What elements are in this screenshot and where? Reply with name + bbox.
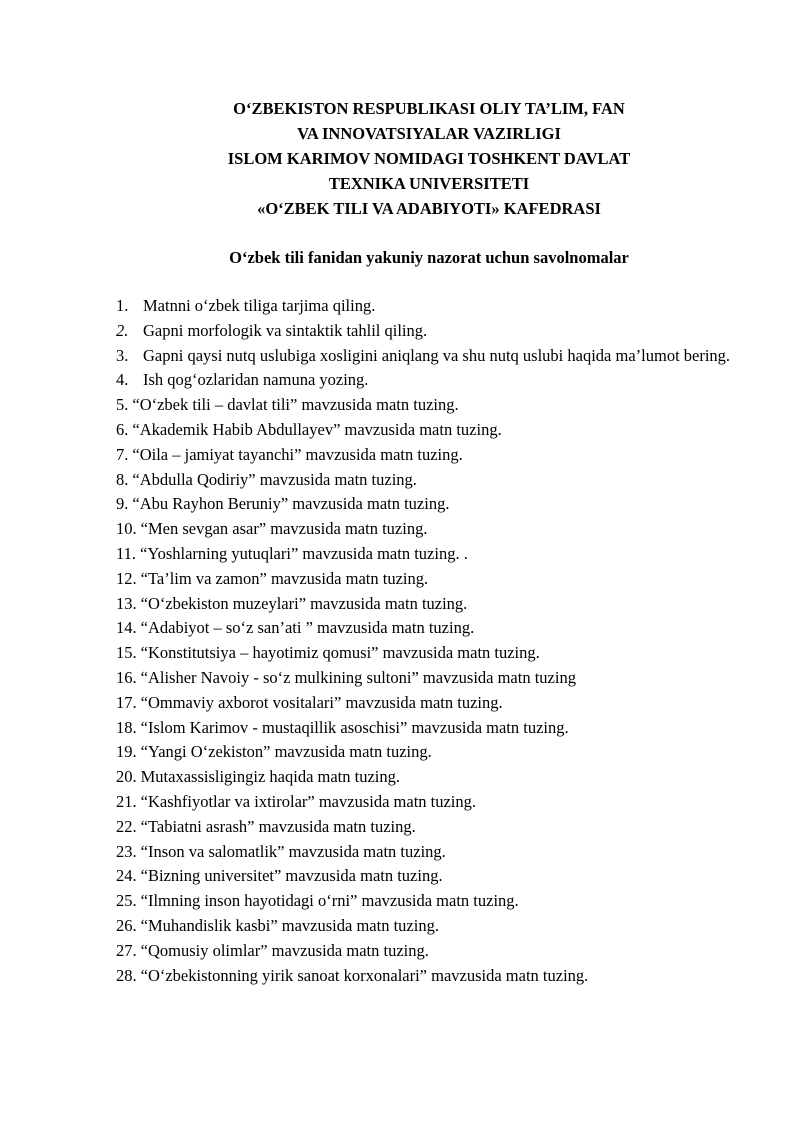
item-number: 24.	[116, 866, 137, 886]
item-number: 18.	[116, 717, 137, 737]
item-text: Gapni morfologik va sintaktik tahlil qiling.	[143, 320, 428, 340]
item-number: 17.	[116, 692, 137, 712]
item-number: 14.	[116, 618, 137, 638]
item-text: “Abu Rayhon Beruniy” mavzusida matn tuzing.	[132, 494, 450, 514]
item-text: “O‘zbek tili – davlat tili” mavzusida matn tuzing.	[132, 395, 459, 415]
item-number: 3.	[116, 345, 129, 365]
header-line: TEXNIKA UNIVERSITETI	[328, 174, 530, 193]
item-text: “Ommaviy axborot vositalari” mavzusida matn tuzing.	[140, 692, 503, 712]
header-line: «O‘ZBEK TILI VA ADABIYOTI» KAFEDRASI	[257, 199, 601, 218]
item-text: “Konstitutsiya – hayotimiz qomusi” mavzusida matn tuzing.	[140, 643, 540, 663]
list-item	[116, 716, 744, 741]
list-item	[116, 616, 744, 641]
item-text: Matnni o‘zbek tiliga tarjima qiling.	[143, 296, 376, 315]
item-number: 4.	[116, 370, 129, 390]
item-number: 27.	[116, 940, 137, 960]
item-number: 23.	[116, 841, 137, 861]
item-text: “Islom Karimov - mustaqillik asoschisi” mavzusida matn tuzing.	[140, 717, 569, 737]
item-number: 25.	[116, 891, 137, 911]
item-text: “Adabiyot – so‘z san’ati ” mavzusida matn tuzing.	[140, 618, 475, 638]
item-text: “Alisher Navoiy - so‘z mulkining sultoni” mavzusida matn tuzing	[140, 667, 576, 687]
list-item	[116, 368, 744, 393]
list-item	[116, 964, 744, 989]
list-item	[116, 542, 744, 567]
list-item	[116, 889, 744, 914]
header-line: ISLOM KARIMOV NOMIDAGI TOSHKENT DAVLAT	[227, 149, 631, 168]
list-item	[116, 840, 744, 865]
item-number: 13.	[116, 593, 137, 613]
item-text: “Inson va salomatlik” mavzusida matn tuzing.	[140, 841, 446, 861]
list-item	[116, 468, 744, 493]
item-text: “Bizning universitet” mavzusida matn tuzing.	[140, 866, 443, 886]
item-number: 11.	[116, 543, 137, 563]
list-item	[116, 517, 744, 542]
list-item	[116, 666, 744, 691]
item-number: 28.	[116, 965, 137, 985]
list-item	[116, 641, 744, 666]
item-number: 5.	[116, 395, 129, 415]
item-number: 21.	[116, 791, 137, 811]
question-list	[116, 294, 744, 988]
list-item	[116, 294, 744, 319]
item-text: “Muhandislik kasbi” mavzusida matn tuzing.	[140, 915, 439, 935]
item-number: 20.	[116, 767, 137, 787]
list-item	[116, 393, 744, 418]
item-text: “Kashfiyotlar va ixtirolar” mavzusida matn tuzing.	[140, 791, 477, 811]
list-item	[116, 939, 744, 964]
list-item	[116, 914, 744, 939]
header-line: VA INNOVATSIYALAR VAZIRLIGI	[297, 124, 561, 143]
item-text: “Akademik Habib Abdullayev” mavzusida matn tuzing.	[132, 419, 502, 439]
item-text: “O‘zbekistonning yirik sanoat korxonalari” mavzusida matn tuzing.	[140, 965, 589, 985]
item-number: 26.	[116, 915, 137, 935]
item-number: 22.	[116, 816, 137, 836]
document-subtitle: O‘zbek tili fanidan yakuniy nazorat uchun savolnomalar	[229, 248, 629, 267]
item-number: 8.	[116, 469, 129, 489]
item-text: “Yangi O‘zekiston” mavzusida matn tuzing.	[140, 742, 432, 762]
item-text: Gapni qaysi nutq uslubiga xosligini aniqlang va shu nutq uslubi haqida ma’lumot bering.	[143, 345, 731, 365]
list-item	[116, 691, 744, 716]
header-line: O‘ZBEKISTON RESPUBLIKASI OLIY TA’LIM, FAN	[233, 99, 625, 118]
document-header	[0, 96, 800, 221]
list-item	[116, 592, 744, 617]
item-number: 6.	[116, 419, 129, 439]
list-item	[116, 319, 744, 344]
item-number: 10.	[116, 519, 137, 539]
item-text: “Abdulla Qodiriy” mavzusida matn tuzing.	[132, 469, 417, 489]
item-number: 15.	[116, 643, 137, 663]
list-item	[116, 765, 744, 790]
item-number: 1.	[116, 296, 129, 315]
item-text: “Tabiatni asrash” mavzusida matn tuzing.	[140, 816, 416, 836]
item-text: “Men sevgan asar” mavzusida matn tuzing.	[140, 519, 428, 539]
item-text: “Yoshlarning yutuqlari” mavzusida matn tuzing. .	[140, 543, 468, 563]
item-number: 12.	[116, 568, 137, 588]
list-item	[116, 740, 744, 765]
list-item	[116, 790, 744, 815]
item-number: 2.	[116, 320, 129, 340]
list-item	[116, 344, 744, 369]
list-item	[116, 815, 744, 840]
item-text: “O‘zbekiston muzeylari” mavzusida matn tuzing.	[140, 593, 468, 613]
item-text: “Qomusiy olimlar” mavzusida matn tuzing.	[140, 940, 429, 960]
item-text: “Oila – jamiyat tayanchi” mavzusida matn tuzing.	[132, 444, 463, 464]
item-number: 9.	[116, 494, 129, 514]
list-item	[116, 864, 744, 889]
list-item	[116, 492, 744, 517]
item-text: Mutaxassisligingiz haqida matn tuzing.	[140, 767, 401, 787]
list-item	[116, 567, 744, 592]
list-item	[116, 443, 744, 468]
item-text: “Ta’lim va zamon” mavzusida matn tuzing.	[140, 568, 429, 588]
item-number: 7.	[116, 444, 129, 464]
item-number: 19.	[116, 742, 137, 762]
item-text: “Ilmning inson hayotidagi o‘rni” mavzusida matn tuzing.	[140, 891, 519, 911]
list-item	[116, 418, 744, 443]
item-number: 16.	[116, 667, 137, 687]
item-text: Ish qog‘ozlaridan namuna yozing.	[143, 370, 369, 390]
